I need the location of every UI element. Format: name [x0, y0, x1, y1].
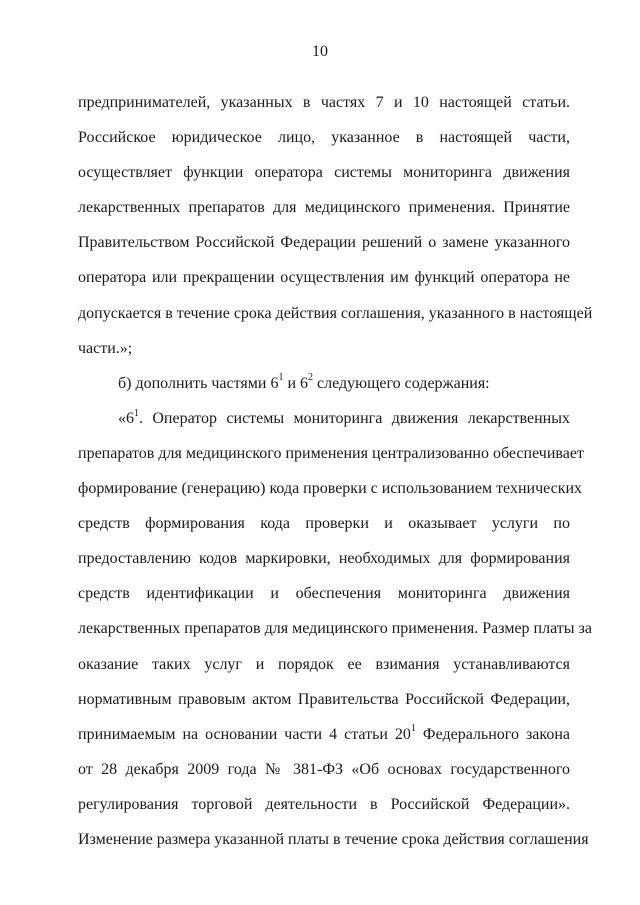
text-line: [78, 366, 570, 401]
text-line: [78, 85, 570, 120]
text-line: [78, 260, 570, 295]
text-run: лекарственных препаратов для медицинского применения. Размер платы за: [78, 620, 592, 638]
text-run: части.»;: [78, 339, 133, 357]
text-line: [78, 331, 570, 366]
superscript: 1: [278, 372, 284, 384]
text-run: средств идентификации и обеспечения мониторинга движения: [78, 585, 570, 603]
text-run: осуществляет функции оператора системы мониторинга движения: [78, 164, 570, 182]
text-run: допускается в течение срока действия соглашения, указанного в настоящей: [78, 304, 593, 322]
text-line: [78, 752, 570, 787]
text-run: средств формирования кода проверки и оказывает услуги по: [78, 515, 570, 533]
text-run: оператора или прекращении осуществления им функций оператора не: [78, 269, 570, 287]
page-number: 10: [312, 43, 328, 60]
text-run: лекарственных препаратов для медицинского применения. Принятие: [78, 199, 570, 217]
text-line: [78, 471, 583, 506]
text-run: Правительством Российской Федерации решений о замене указанного: [78, 234, 570, 252]
superscript: 1: [134, 407, 139, 419]
text-line: [78, 822, 589, 857]
text-run: следующего содержания:: [313, 374, 490, 392]
text-line: [78, 436, 584, 471]
text-run: предпринимателей, указанных в частях 7 и 10 настоящей статьи.: [78, 94, 570, 111]
text-run: Изменение размера указанной платы в течение срока действия соглашения: [78, 830, 589, 848]
text-run: формирование (генерацию) кода проверки с использованием технических: [78, 480, 583, 498]
text-line: [78, 682, 570, 717]
text-run: от 28 декабря 2009 года № 381-ФЗ «Об основах государственного: [78, 760, 570, 778]
superscript: 2: [308, 372, 313, 384]
text-line: [78, 647, 570, 682]
text-run: предоставлению кодов маркировки, необходимых для формирования: [78, 550, 570, 568]
superscript: 1: [410, 723, 416, 735]
text-line: [78, 506, 570, 541]
text-line: [78, 120, 570, 155]
text-run: . Оператор системы мониторинга движения лекарственных: [139, 409, 570, 427]
text-line: [78, 190, 570, 225]
text-line: [78, 296, 593, 331]
text-line: [78, 787, 570, 822]
text-run: Российское юридическое лицо, указанное в настоящей части,: [78, 129, 570, 147]
text-run: нормативным правовым актом Правительства Российской Федерации,: [78, 690, 570, 708]
text-run: препаратов для медицинского применения централизованно обеспечивает: [78, 444, 584, 462]
text-line: [78, 541, 570, 576]
text-run: регулирования торговой деятельности в Российской Федерации».: [78, 795, 570, 813]
text-run: Федерального закона: [415, 725, 570, 743]
text-run: и 6: [283, 374, 308, 392]
text-line: [78, 611, 592, 646]
text-run: б) дополнить частями 6: [118, 374, 279, 392]
text-line: [78, 717, 570, 752]
text-line: [78, 225, 570, 260]
text-run: принимаемым на основании части 4 статьи 20: [78, 725, 411, 743]
text-line: [78, 155, 570, 190]
text-run: «6: [118, 409, 134, 427]
document-body: [78, 85, 593, 857]
text-line: [78, 401, 570, 436]
text-line: [78, 576, 570, 611]
text-run: оказание таких услуг и порядок ее взимания устанавливаются: [78, 655, 570, 673]
